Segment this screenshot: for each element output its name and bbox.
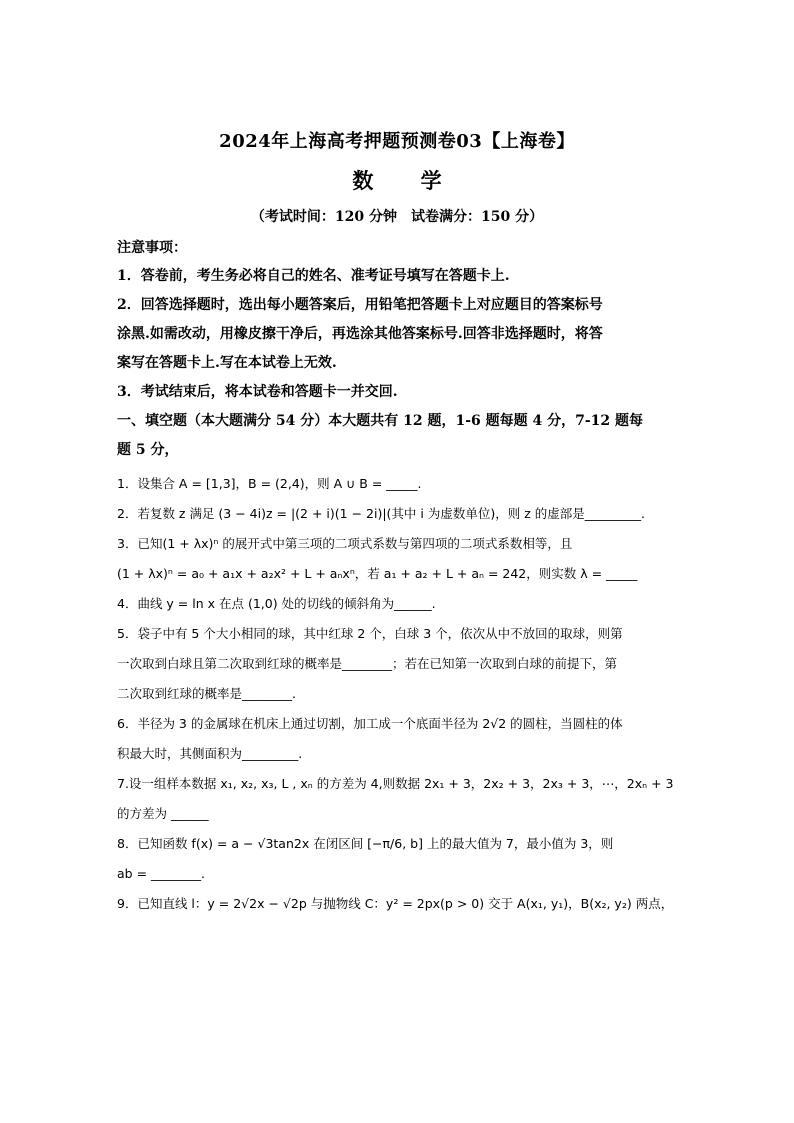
question-2: 2．若复数 z 满足 (3 − 4i)z = |(2 + i)(1 − 2i)|(其中 i 为虚数单位)，则 z 的虚部是_________. bbox=[117, 506, 645, 521]
question-8-line-1: 8．已知函数 f(x) = a − √3tan2x 在闭区间 [−π/6, b] 上的最大值为 7，最小值为 3，则 bbox=[117, 836, 614, 851]
question-7-line-1: 7.设一组样本数据 x₁, x₂, x₃, L , xₙ 的方差为 4,则数据 2x₁ + 3，2x₂ + 3，2x₃ + 3，⋯，2xₙ + 3 bbox=[117, 776, 674, 791]
question-7-line-2: 的方差为 ______ bbox=[117, 806, 209, 821]
question-9-line-1: 9．已知直线 l：y = 2√2x − √2p 与抛物线 C：y² = 2px(p > 0) 交于 A(x₁, y₁)，B(x₂, y₂) 两点， bbox=[117, 896, 674, 911]
note-line: 2．回答选择题时，选出每小题答案后，用铅笔把答题卡上对应题目的答案标号 bbox=[117, 297, 603, 313]
document-body bbox=[117, 234, 679, 919]
exam-info: （考试时间：120 分钟 试卷满分：150 分） bbox=[250, 209, 544, 225]
notes-heading: 注意事项： bbox=[117, 240, 187, 256]
question-1: 1．设集合 A = [1,3]，B = (2,4)，则 A ∪ B = _____. bbox=[117, 476, 422, 491]
note-line: 3．考试结束后，将本试卷和答题卡一并交回. bbox=[117, 384, 398, 400]
question-6-line-2: 积最大时，其侧面积为_________. bbox=[117, 746, 303, 761]
question-6-line-1: 6．半径为 3 的金属球在机床上通过切割，加工成一个底面半径为 2√2 的圆柱，当圆柱的体 bbox=[117, 716, 623, 731]
section-heading: 题 5 分， bbox=[117, 442, 179, 458]
note-line: 涂黑.如需改动，用橡皮擦干净后，再选涂其他答案标号.回答非选择题时，将答 bbox=[117, 326, 603, 342]
question-5-line-2: 一次取到白球且第二次取到红球的概率是________；若在已知第一次取到白球的前提下，第 bbox=[117, 656, 618, 671]
question-5-line-3: 二次取到红球的概率是________. bbox=[117, 686, 296, 701]
section-heading: 一、填空题（本大题满分 54 分）本大题共有 12 题，1-6 题每题 4 分，7-12 题每 bbox=[117, 413, 644, 429]
note-line: 案写在答题卡上.写在本试卷上无效. bbox=[117, 355, 337, 371]
question-8-line-2: ab = ________. bbox=[117, 866, 205, 881]
question-4: 4．曲线 y = ln x 在点 (1,0) 处的切线的倾斜角为______. bbox=[117, 596, 436, 611]
note-line: 1．答卷前，考生务必将自己的姓名、准考证号填写在答题卡上. bbox=[117, 268, 510, 284]
question-3-line-2: (1 + λx)ⁿ = a₀ + a₁x + a₂x² + L + aₙxⁿ，若 a₁ + a₂ + L + aₙ = 242，则实数 λ = _____ bbox=[117, 566, 638, 581]
page-title: 2024年上海高考押题预测卷03【上海卷】 bbox=[219, 131, 575, 152]
question-5-line-1: 5．袋子中有 5 个大小相同的球，其中红球 2 个，白球 3 个，依次从中不放回的取球，则第 bbox=[117, 626, 623, 641]
subject-title: 数 学 bbox=[352, 168, 462, 193]
question-3-line-1: 3．已知(1 + λx)ⁿ 的展开式中第三项的二项式系数与第四项的二项式系数相等，且 bbox=[117, 536, 573, 551]
